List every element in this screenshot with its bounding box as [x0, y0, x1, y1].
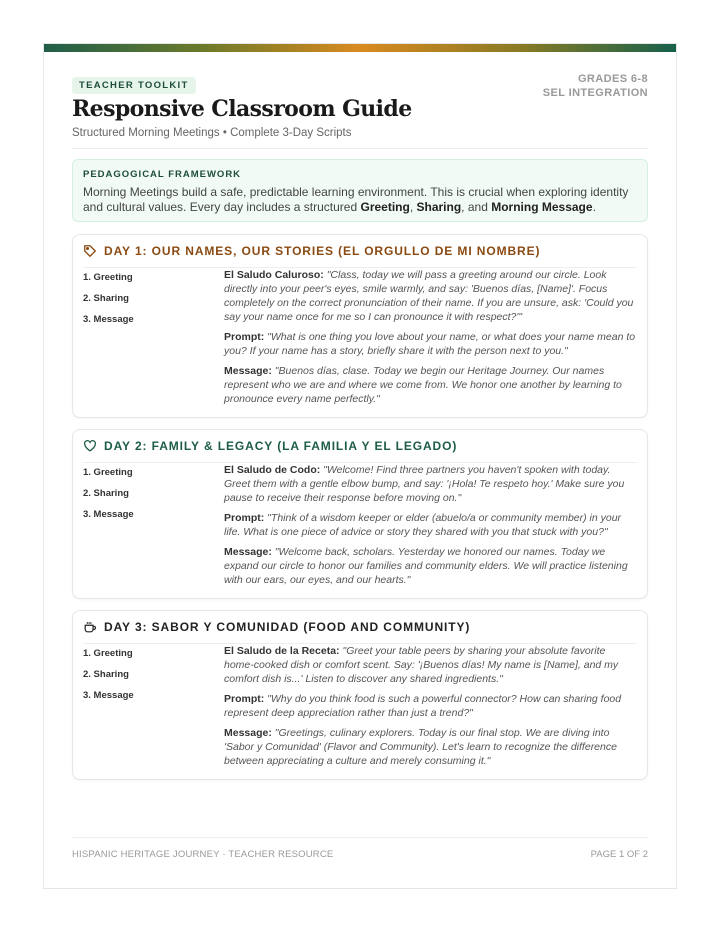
step-sharing: 2. Sharing	[83, 293, 129, 304]
day-title: DAY 1: OUR NAMES, OUR STORIES (EL ORGULLO DE MI NOMBRE)	[104, 244, 541, 258]
grade-label	[543, 72, 648, 100]
document-page	[43, 43, 677, 889]
day-header	[83, 611, 637, 644]
prompt-script	[224, 692, 637, 720]
category-tag: TEACHER TOOLKIT	[72, 77, 196, 94]
day-card-3	[72, 610, 648, 780]
greeting-text: "Welcome! Find three partners you haven't spoken with today. Greet them with a gentle elbow bump, and say: '¡Hola! Te respeto hoy.' Make sure you pause to receive their response before moving on."	[224, 464, 625, 504]
heart-icon	[83, 439, 97, 453]
day-title: DAY 3: SABOR Y COMUNIDAD (FOOD AND COMMUNITY)	[104, 620, 471, 634]
prompt-text: "What is one thing you love about your name, or what does your name mean to you? If your name has a story, briefly share it with the person next to you."	[224, 331, 636, 357]
coffee-cup-icon	[83, 620, 97, 634]
greeting-text: "Class, today we will pass a greeting around our circle. Look directly into your peer's eyes, smile warmly, and say: 'Buenos días, [Name]'. Focus completely on the correct pronunciation of their name. If you are unsure, ask: 'Could you say your name once for me so I can pronounce it with respect?'"	[224, 269, 634, 323]
message-script	[224, 364, 637, 406]
message-script	[224, 545, 637, 587]
step-message: 3. Message	[83, 690, 134, 701]
prompt-text: "Why do you think food is such a powerful connector? How can sharing food represent deep appreciation rather than just a trend?"	[224, 693, 622, 719]
greeting-label: El Saludo de la Receta:	[224, 645, 340, 657]
page-subtitle: Structured Morning Meetings • Complete 3-Day Scripts	[72, 127, 352, 139]
step-sharing: 2. Sharing	[83, 488, 129, 499]
day-title: DAY 2: FAMILY & LEGACY (LA FAMILIA Y EL LEGADO)	[104, 439, 458, 453]
step-greeting: 1. Greeting	[83, 467, 133, 478]
prompt-text: "Think of a wisdom keeper or elder (abuelo/a or community member) in your life. What is one piece of advice or story they shared with you that stuck with you?"	[224, 512, 622, 538]
integration-label: SEL INTEGRATION	[542, 87, 648, 99]
day-content	[224, 644, 637, 774]
page-number: PAGE 1 OF 2	[590, 849, 648, 860]
greeting-script	[224, 268, 637, 324]
framework-callout	[72, 159, 648, 222]
message-label: Message:	[224, 365, 272, 377]
framework-text-intro: Morning Meetings build a safe, predictable learning environment. This is crucial when exploring identity and cultural values. Every day includes a structured	[83, 185, 629, 214]
step-list	[83, 647, 213, 710]
framework-text	[83, 185, 637, 215]
framework-end: .	[592, 200, 596, 214]
grade-level: GRADES 6-8	[577, 73, 648, 85]
message-text: "Welcome back, scholars. Yesterday we honored our names. Today we expand our circle to honor our families and community elders. We will practice listening with our ears, our eyes, and our hearts."	[224, 546, 628, 586]
footer-divider	[72, 837, 648, 838]
greeting-script	[224, 463, 637, 505]
framework-heading: PEDAGOGICAL FRAMEWORK	[83, 169, 242, 180]
prompt-label: Prompt:	[224, 693, 265, 705]
step-message: 3. Message	[83, 509, 134, 520]
day-card-1	[72, 234, 648, 418]
header-divider	[72, 148, 648, 149]
step-sharing: 2. Sharing	[83, 669, 129, 680]
prompt-label: Prompt:	[224, 512, 265, 524]
greeting-text: "Greet your table peers by sharing your absolute favorite home-cooked dish or comfort scent. Say: '¡Buenos días! My name is [Name], and my comfort dish is...' Listen to discover any shared ingredients."	[224, 645, 619, 685]
step-list	[83, 271, 213, 334]
message-text: "Greetings, culinary explorers. Today is our final stop. We are diving into 'Sabor y Comunidad' (Flavor and Community). Let's learn to recognize the difference between appreciating a culture and merely consuming it."	[224, 727, 617, 767]
framework-term-greeting: Greeting	[360, 200, 410, 214]
prompt-label: Prompt:	[224, 331, 265, 343]
framework-term-sharing: Sharing	[416, 200, 462, 214]
footer-source: HISPANIC HERITAGE JOURNEY · TEACHER RESOURCE	[72, 849, 334, 860]
page-title: Responsive Classroom Guide	[72, 96, 412, 122]
message-label: Message:	[224, 727, 272, 739]
day-card-2	[72, 429, 648, 599]
message-script	[224, 726, 637, 768]
greeting-script	[224, 644, 637, 686]
framework-sep: ,	[409, 200, 417, 214]
day-content	[224, 463, 637, 593]
message-label: Message:	[224, 546, 272, 558]
step-greeting: 1. Greeting	[83, 648, 133, 659]
prompt-script	[224, 511, 637, 539]
greeting-label: El Saludo de Codo:	[224, 464, 321, 476]
framework-term-message: Morning Message	[491, 200, 593, 214]
day-header	[83, 430, 637, 463]
day-content	[224, 268, 637, 412]
step-message: 3. Message	[83, 314, 134, 325]
day-header	[83, 235, 637, 268]
step-greeting: 1. Greeting	[83, 272, 133, 283]
step-list	[83, 466, 213, 529]
framework-sep: , and	[461, 200, 492, 214]
accent-bar	[44, 44, 676, 52]
greeting-label: El Saludo Caluroso:	[224, 269, 324, 281]
prompt-script	[224, 330, 637, 358]
tag-icon	[83, 244, 97, 258]
message-text: "Buenos días, clase. Today we begin our Heritage Journey. Our names represent who we are and where we come from. We honor one another by learning to pronounce every name perfectly."	[224, 365, 622, 405]
